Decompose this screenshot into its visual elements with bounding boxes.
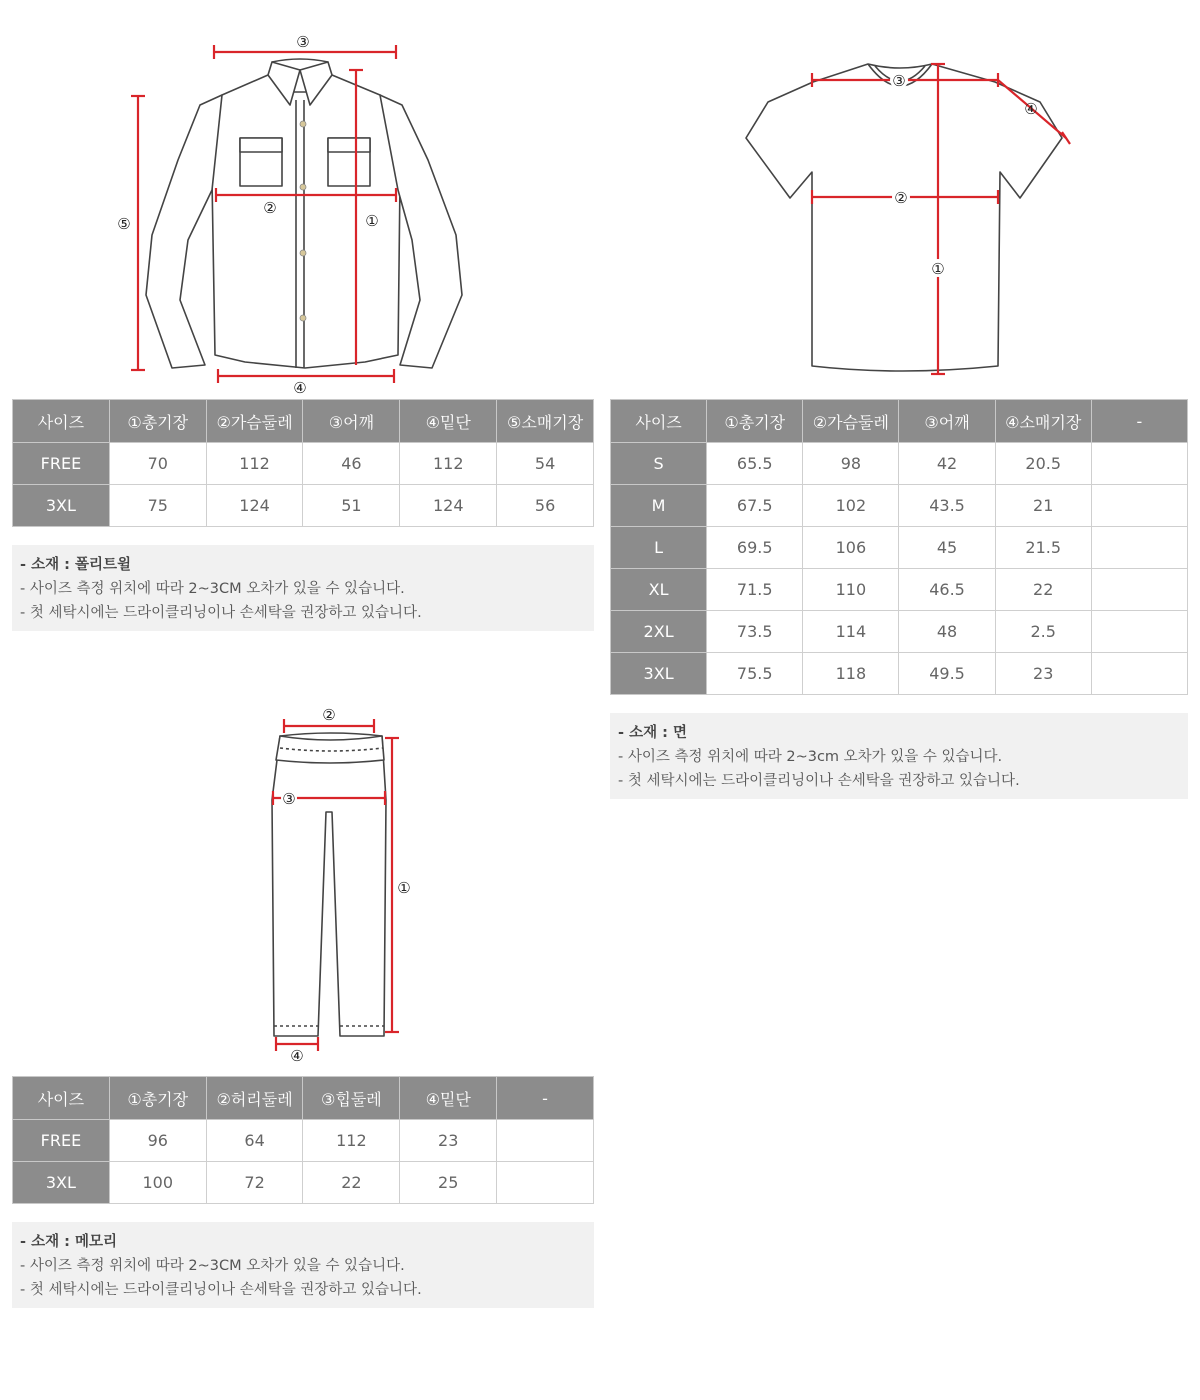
size-label: M [611, 485, 707, 527]
note-line: - 사이즈 측정 위치에 따라 2~3cm 오차가 있을 수 있습니다. [618, 749, 1003, 765]
shirt-marker-4: ④ [293, 379, 307, 397]
table-row [13, 443, 594, 485]
table-cell: 23 [400, 1120, 497, 1162]
note-line: - 사이즈 측정 위치에 따라 2~3CM 오차가 있을 수 있습니다. [20, 1258, 405, 1274]
size-label: 3XL [611, 653, 707, 695]
material-text: - 소재 : 메모리 [20, 1234, 117, 1250]
pants-marker-1: ① [397, 879, 411, 897]
table-cell: 118 [803, 653, 899, 695]
table-cell: 22 [995, 569, 1091, 611]
table-row [611, 443, 1188, 485]
table-header: ②허리둘레 [206, 1077, 303, 1120]
table-header: ①총기장 [109, 1077, 206, 1120]
table-cell [1091, 611, 1187, 653]
table-cell: 46 [303, 443, 400, 485]
shirt-notes [12, 545, 594, 631]
shirt-marker-5: ⑤ [117, 215, 131, 233]
table-row [611, 569, 1188, 611]
tshirt-marker-3: ③ [892, 72, 906, 90]
table-cell: 124 [206, 485, 303, 527]
table-header: ②가슴둘레 [803, 400, 899, 443]
table-header: - [497, 1077, 594, 1120]
note-line: - 사이즈 측정 위치에 따라 2~3CM 오차가 있을 수 있습니다. [20, 581, 405, 597]
note-line: - 첫 세탁시에는 드라이클리닝이나 손세탁을 권장하고 있습니다. [20, 1282, 422, 1298]
table-header: ⑤소매기장 [497, 400, 594, 443]
table-row [611, 485, 1188, 527]
table-cell: 124 [400, 485, 497, 527]
tshirt-marker-4: ④ [1024, 100, 1038, 118]
size-label: FREE [13, 443, 110, 485]
table-cell: 75.5 [707, 653, 803, 695]
table-cell [497, 1120, 594, 1162]
tshirt-notes [610, 713, 1188, 799]
table-cell: 42 [899, 443, 995, 485]
table-row [13, 485, 594, 527]
table-cell: 46.5 [899, 569, 995, 611]
table-header: - [1091, 400, 1187, 443]
size-label: 3XL [13, 1162, 110, 1204]
table-cell: 2.5 [995, 611, 1091, 653]
table-row [13, 1162, 594, 1204]
pants-diagram [200, 700, 460, 1070]
table-header-row [13, 1077, 594, 1120]
tshirt-diagram [600, 0, 1200, 400]
pants-marker-2: ② [322, 706, 336, 724]
pants-marker-3: ③ [282, 790, 296, 808]
table-cell: 65.5 [707, 443, 803, 485]
table-cell: 64 [206, 1120, 303, 1162]
table-cell [1091, 527, 1187, 569]
table-cell: 114 [803, 611, 899, 653]
material-text: - 소재 : 면 [618, 725, 687, 741]
table-cell [497, 1162, 594, 1204]
table-cell: 112 [206, 443, 303, 485]
size-label: 3XL [13, 485, 110, 527]
tshirt-marker-2: ② [894, 189, 908, 207]
tshirt-size-table [610, 399, 1188, 695]
table-header: ④소매기장 [995, 400, 1091, 443]
pants-size-table [12, 1076, 594, 1204]
size-label: 2XL [611, 611, 707, 653]
shirt-size-table [12, 399, 594, 527]
table-header: ④밑단 [400, 1077, 497, 1120]
table-cell: 100 [109, 1162, 206, 1204]
table-cell: 43.5 [899, 485, 995, 527]
pants-marker-4: ④ [290, 1047, 304, 1065]
table-cell: 54 [497, 443, 594, 485]
note-line: - 첫 세탁시에는 드라이클리닝이나 손세탁을 권장하고 있습니다. [20, 605, 422, 621]
table-cell: 112 [303, 1120, 400, 1162]
table-header: 사이즈 [13, 1077, 110, 1120]
pants-notes [12, 1222, 594, 1308]
table-header: ①총기장 [707, 400, 803, 443]
table-row [611, 611, 1188, 653]
table-cell: 96 [109, 1120, 206, 1162]
table-header: ③힙둘레 [303, 1077, 400, 1120]
table-header-row [611, 400, 1188, 443]
table-cell: 70 [109, 443, 206, 485]
table-header: ③어깨 [303, 400, 400, 443]
table-cell: 110 [803, 569, 899, 611]
table-cell: 23 [995, 653, 1091, 695]
table-cell: 49.5 [899, 653, 995, 695]
table-cell: 22 [303, 1162, 400, 1204]
table-cell: 106 [803, 527, 899, 569]
table-cell: 45 [899, 527, 995, 569]
table-row [611, 527, 1188, 569]
table-header: ③어깨 [899, 400, 995, 443]
table-header: ①총기장 [109, 400, 206, 443]
table-row [611, 653, 1188, 695]
table-header-row [13, 400, 594, 443]
size-label: XL [611, 569, 707, 611]
shirt-marker-2: ② [263, 199, 277, 217]
table-cell: 69.5 [707, 527, 803, 569]
table-cell: 67.5 [707, 485, 803, 527]
table-cell: 48 [899, 611, 995, 653]
table-cell: 56 [497, 485, 594, 527]
table-cell: 20.5 [995, 443, 1091, 485]
shirt-marker-3: ③ [296, 33, 310, 51]
table-cell: 72 [206, 1162, 303, 1204]
table-cell: 102 [803, 485, 899, 527]
table-header: 사이즈 [13, 400, 110, 443]
table-cell [1091, 485, 1187, 527]
table-cell: 112 [400, 443, 497, 485]
table-cell: 21 [995, 485, 1091, 527]
shirt-marker-1: ① [365, 212, 379, 230]
table-header: 사이즈 [611, 400, 707, 443]
shirt-diagram [0, 0, 600, 400]
size-label: FREE [13, 1120, 110, 1162]
material-text: - 소재 : 폴리트윌 [20, 557, 132, 573]
note-line: - 첫 세탁시에는 드라이클리닝이나 손세탁을 권장하고 있습니다. [618, 773, 1020, 789]
table-cell: 21.5 [995, 527, 1091, 569]
tshirt-marker-1: ① [931, 260, 945, 278]
size-label: L [611, 527, 707, 569]
table-cell: 98 [803, 443, 899, 485]
table-cell: 73.5 [707, 611, 803, 653]
table-header: ②가슴둘레 [206, 400, 303, 443]
table-cell: 25 [400, 1162, 497, 1204]
table-cell: 51 [303, 485, 400, 527]
table-cell [1091, 443, 1187, 485]
table-cell: 71.5 [707, 569, 803, 611]
size-label: S [611, 443, 707, 485]
table-cell: 75 [109, 485, 206, 527]
table-cell [1091, 653, 1187, 695]
table-header: ④밑단 [400, 400, 497, 443]
table-cell [1091, 569, 1187, 611]
table-row [13, 1120, 594, 1162]
